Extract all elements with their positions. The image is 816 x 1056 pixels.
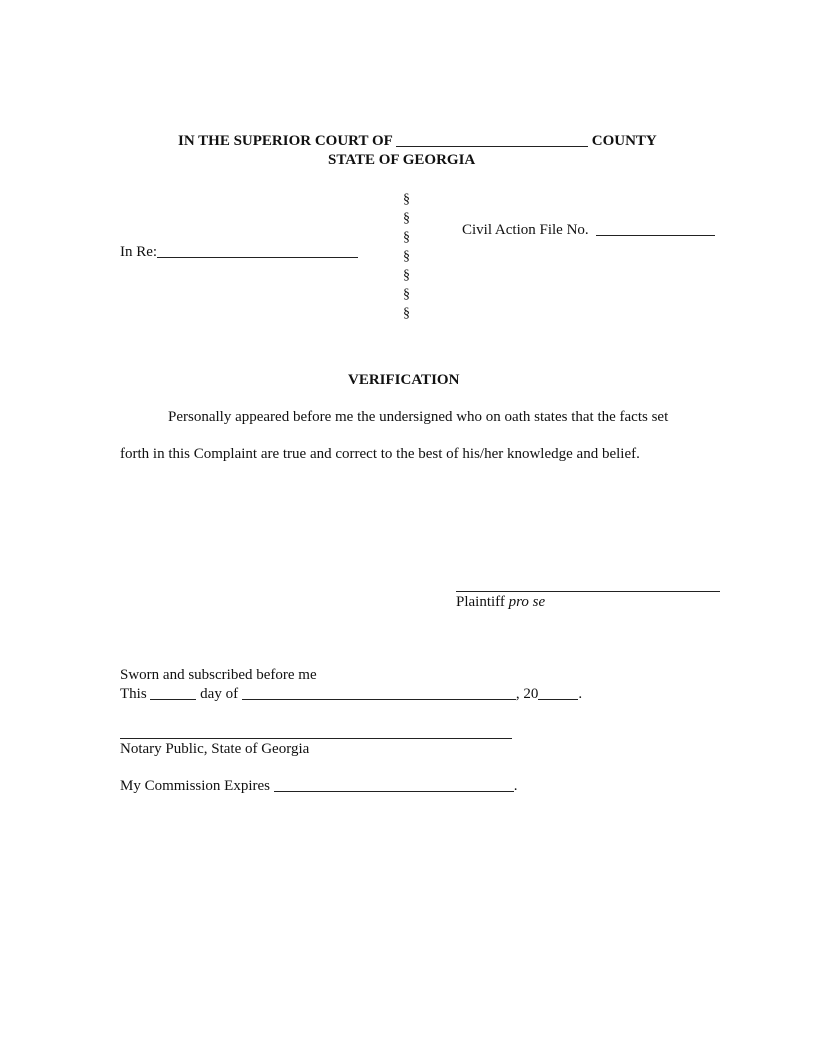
section-symbol: § — [403, 268, 410, 283]
section-symbol: § — [403, 230, 410, 245]
section-symbol: § — [403, 306, 410, 321]
signature-line[interactable] — [456, 591, 720, 592]
body-line-2: forth in this Complaint are true and correct to the best of his/her knowledge and belief. — [120, 446, 640, 462]
notary-signature-line[interactable] — [120, 738, 512, 739]
commission-label: My Commission Expires — [120, 778, 271, 794]
notary-label: Notary Public, State of Georgia — [120, 741, 310, 757]
day-of-label: day of — [200, 686, 239, 702]
section-symbol: § — [403, 211, 410, 226]
verification-title: VERIFICATION — [348, 372, 460, 388]
court-prefix: IN THE SUPERIOR COURT OF — [178, 133, 393, 149]
civil-action-label: Civil Action File No. — [462, 222, 589, 238]
section-symbol-column — [403, 190, 410, 323]
in-re-blank[interactable] — [157, 256, 358, 258]
court-heading-line — [178, 133, 657, 150]
in-re-label: In Re: — [120, 244, 158, 260]
section-symbol: § — [403, 287, 410, 302]
commission-line — [120, 778, 518, 795]
civil-action-blank[interactable] — [596, 234, 715, 236]
commission-blank[interactable] — [274, 790, 514, 792]
year-blank[interactable] — [538, 698, 578, 700]
state-heading: STATE OF GEORGIA — [328, 152, 476, 168]
section-symbol: § — [403, 192, 410, 207]
sworn-text: Sworn and subscribed before me — [120, 667, 317, 683]
civil-action-field — [462, 222, 715, 239]
commission-period: . — [513, 778, 518, 794]
signature-label — [456, 594, 545, 611]
in-re-field — [120, 244, 358, 261]
body-line-1: Personally appeared before me the undersigned who on oath states that the facts set — [168, 409, 669, 425]
county-blank — [396, 145, 588, 147]
signature-label-italic: pro se — [508, 594, 546, 610]
date-line — [120, 686, 582, 703]
day-blank[interactable] — [150, 698, 196, 700]
this-label: This — [120, 686, 147, 702]
year-prefix: , 20 — [515, 686, 539, 702]
signature-label-plain: Plaintiff — [456, 594, 505, 610]
date-period: . — [578, 686, 583, 702]
month-blank[interactable] — [242, 698, 516, 700]
court-suffix: COUNTY — [591, 133, 657, 149]
section-symbol: § — [403, 249, 410, 264]
